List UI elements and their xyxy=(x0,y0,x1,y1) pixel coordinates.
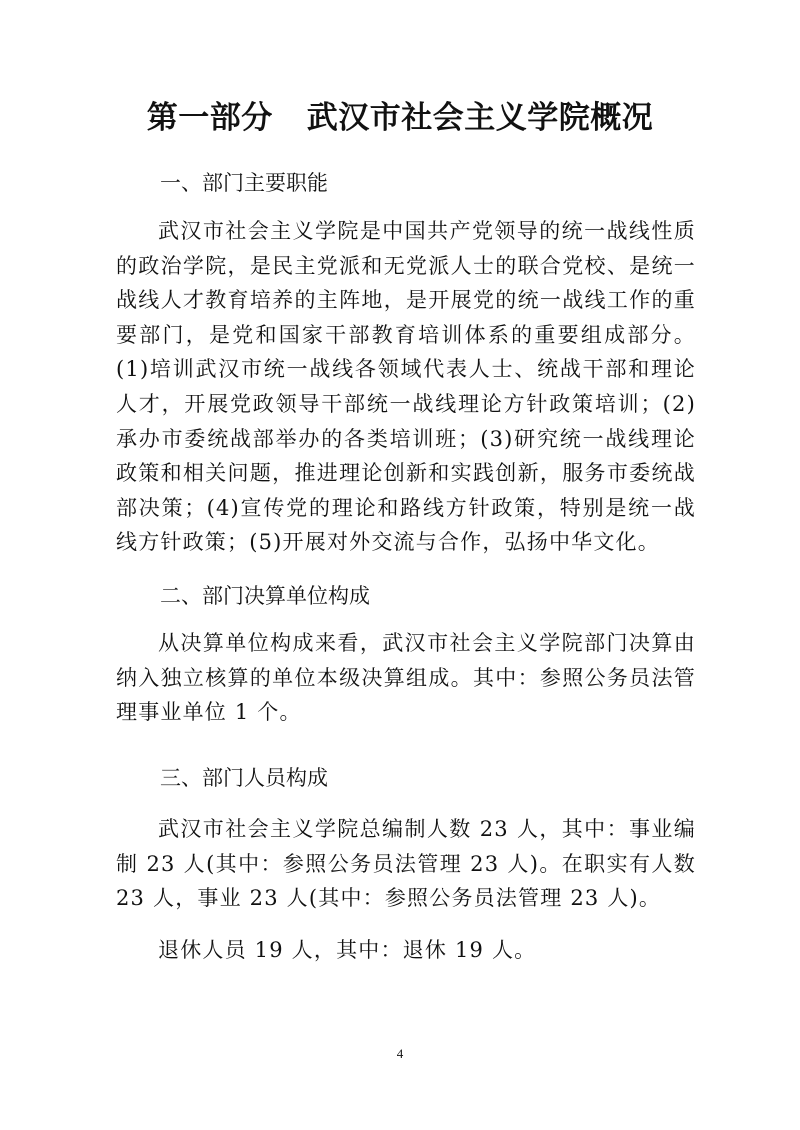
paragraph-units: 从决算单位构成来看，武汉市社会主义学院部门决算由纳入独立核算的单位本级决算组成。其中：参照公务员法管理事业单位 1 个。 xyxy=(116,631,696,725)
title-name: 武汉市社会主义学院概况 xyxy=(306,100,654,136)
section-heading-units: 二、部门决算单位构成 xyxy=(160,584,370,608)
paragraph-functions: 武汉市社会主义学院是中国共产党领导的统一战线性质的政治学院，是民主党派和无党派人士的联合党校、是统一战线人才教育培养的主阵地，是开展党的统一战线工作的重要部门，是党和国家干部教育培训体系的重要组成部分。(1)培训武汉市统一战线各领域代表人士、统战干部和理论人才，开展党政领导干部统一战线理论方针政策培训；(2)承办市委统战部举办的各类培训班；(3)研究统一战线理论政策和相关问题，推进理论创新和实践创新，服务市委统战部决策；(4)宣传党的理论和路线方针政策，特别是统一战线方针政策；(5)开展对外交流与合作，弘扬中华文化。 xyxy=(116,219,696,555)
paragraph-retirees: 退休人员 19 人，其中：退休 19 人。 xyxy=(158,938,537,962)
page-title xyxy=(0,92,800,144)
page-number: 4 xyxy=(396,1046,404,1061)
paragraph-personnel: 武汉市社会主义学院总编制人数 23 人，其中：事业编制 23 人(其中：参照公务员法管理 23 人)。在职实有人数 23 人，事业 23 人(其中：参照公务员法管理 23 人)。 xyxy=(116,817,696,911)
section-heading-personnel: 三、部门人员构成 xyxy=(160,766,328,790)
section-heading-functions: 一、部门主要职能 xyxy=(160,171,328,195)
title-part: 第一部分 xyxy=(146,100,273,136)
